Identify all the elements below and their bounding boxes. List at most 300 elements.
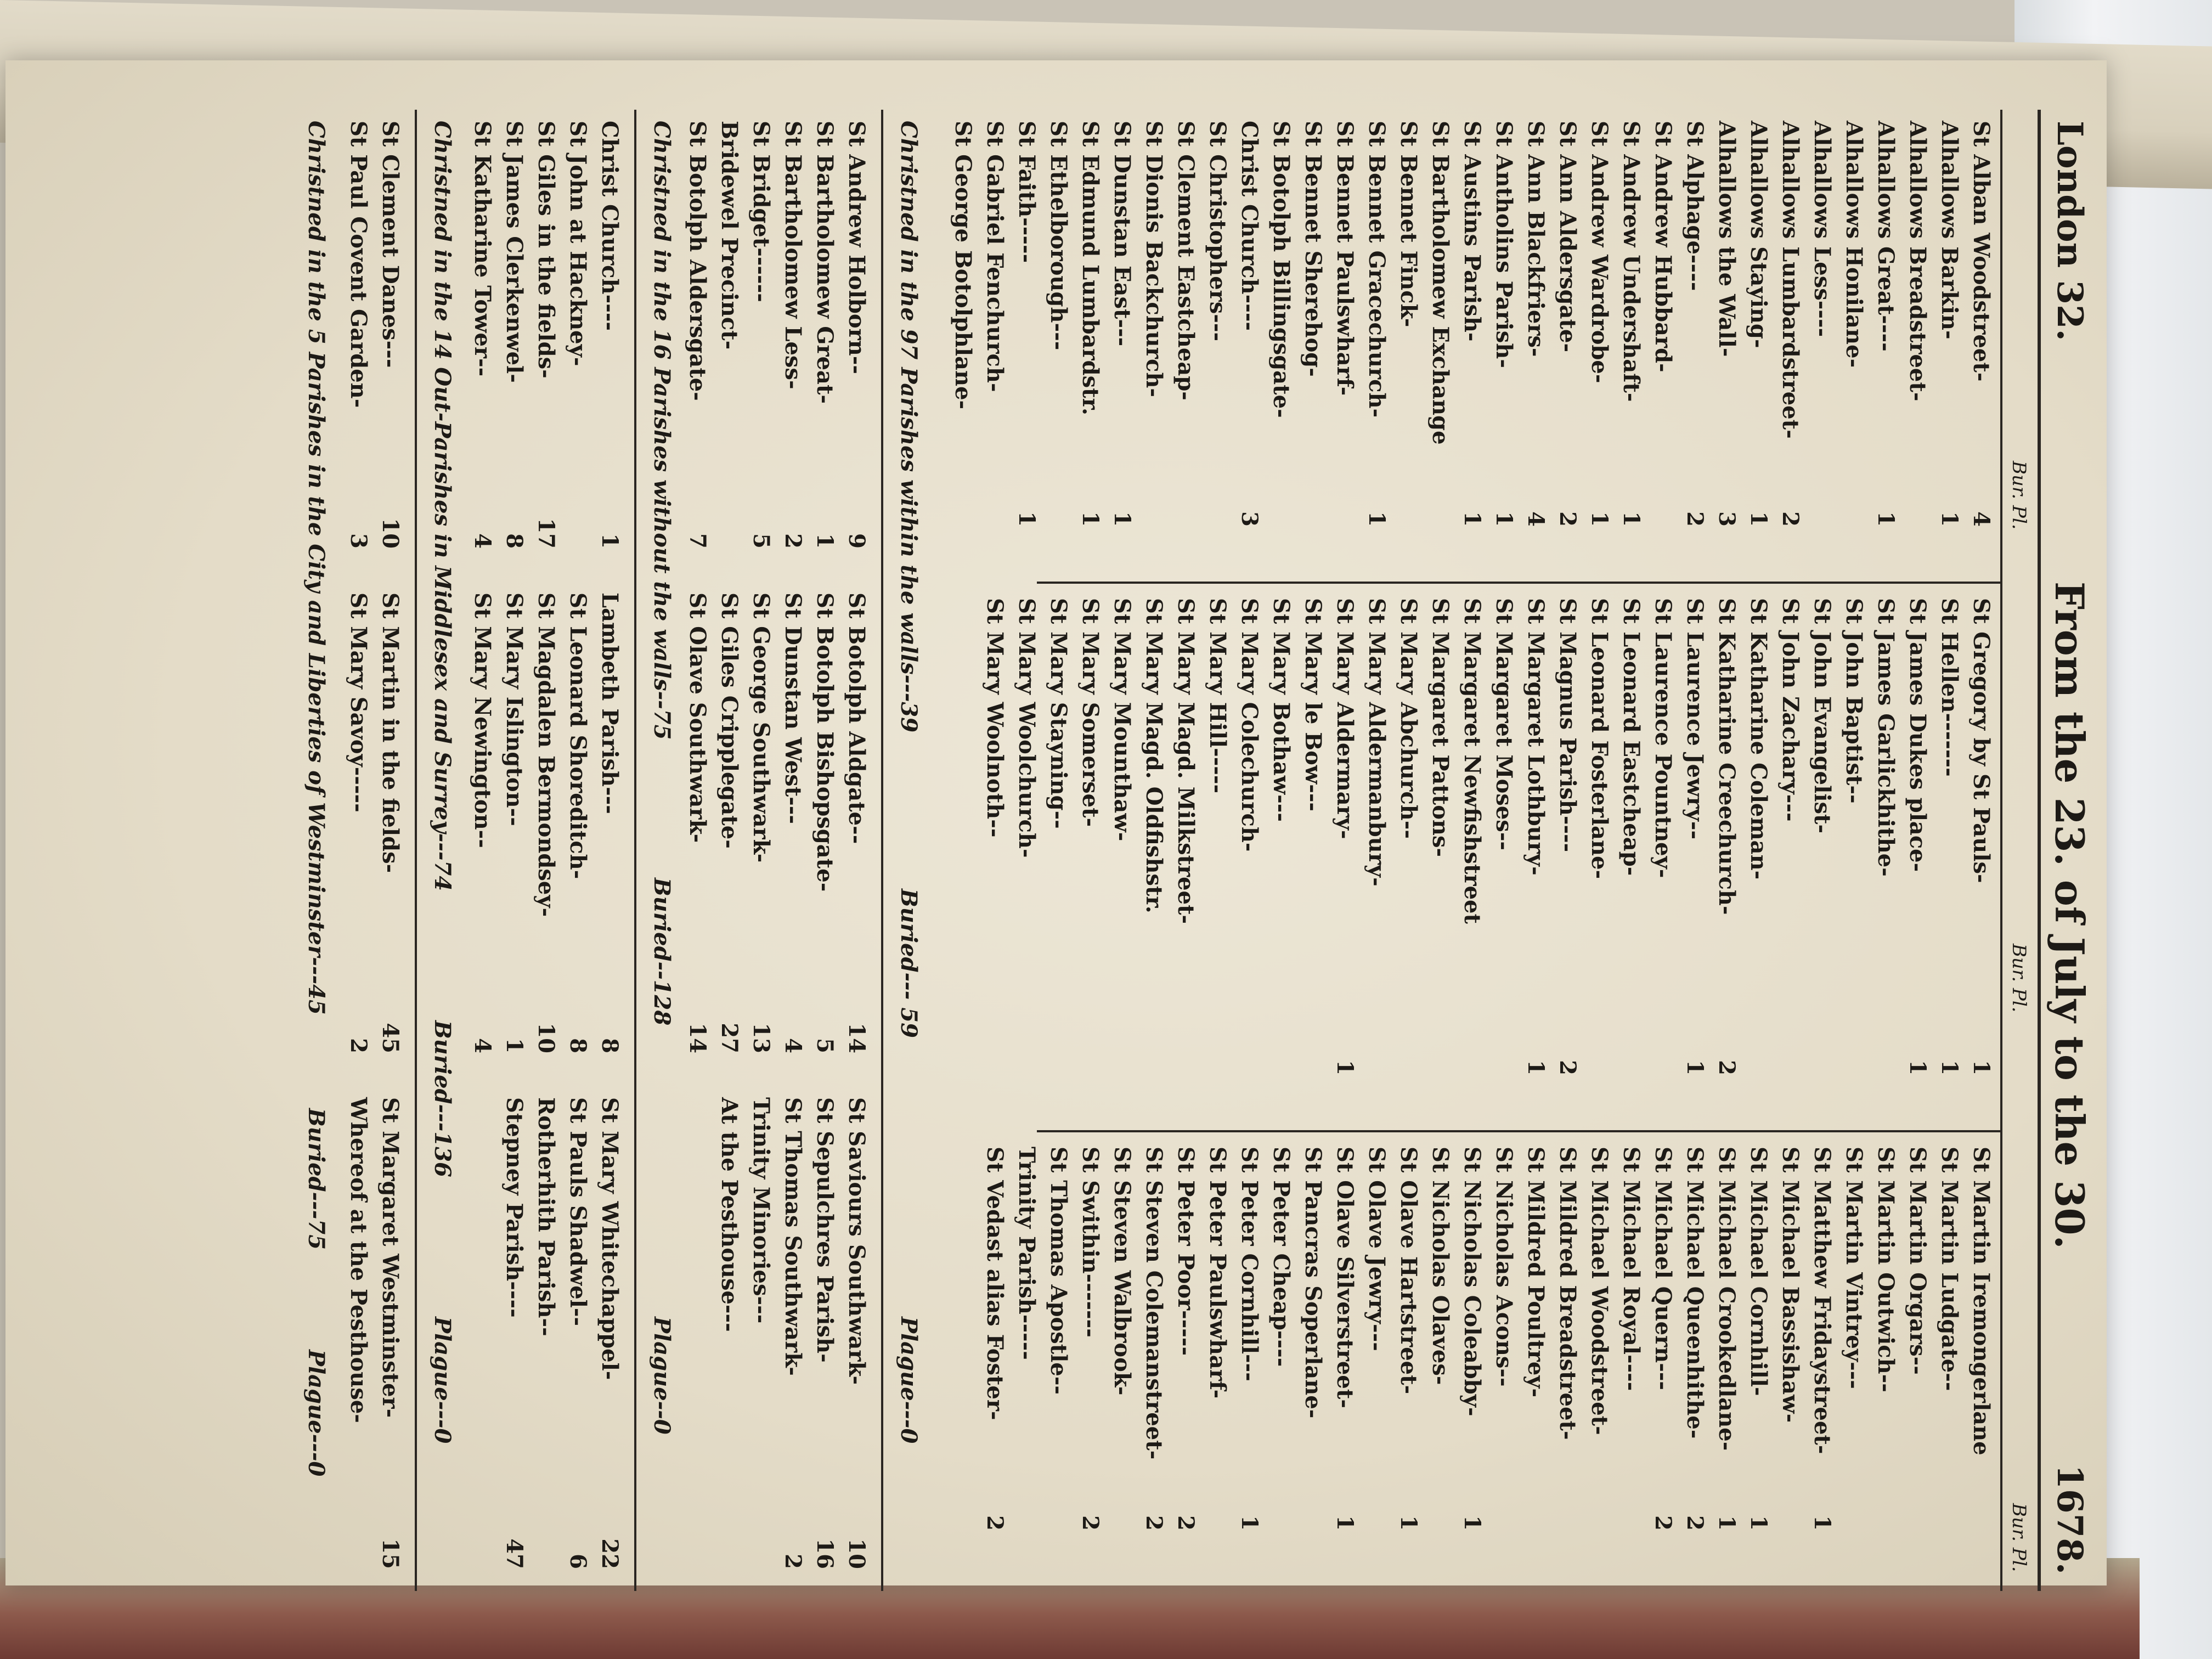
- christened-count: 47: [501, 1538, 527, 1569]
- buried-count: 2: [1682, 1515, 1708, 1531]
- parish-name: St Andrew Undershaft-: [1618, 121, 1644, 402]
- parish-name: St Mary Magd. Milkstreet-: [1173, 598, 1199, 924]
- parish-row: [1647, 1147, 1679, 1580]
- parish-name: St Mary Woolchurch-: [1014, 598, 1040, 858]
- parish-row: [1042, 121, 1074, 576]
- parish-name: St Alban Woodstreet-: [1968, 121, 1994, 382]
- parish-row: [713, 1097, 745, 1580]
- parish-name: St Andrew Wardrobe-: [1587, 121, 1612, 383]
- parish-name: St Margaret Pattons-: [1427, 598, 1453, 857]
- parish-name: St Mary Somerset-: [1077, 598, 1103, 827]
- parish-row: [1042, 598, 1074, 1125]
- parish-row: [713, 121, 745, 560]
- parish-row: [979, 121, 1011, 576]
- parish-name: St Margaret Moses--: [1491, 598, 1517, 851]
- christened-count: 17: [533, 518, 559, 549]
- outparishes-buried: Buried---136: [430, 1020, 455, 1177]
- parish-name: St Leonard Fosterlane-: [1587, 598, 1612, 879]
- christened-count: 27: [716, 1023, 742, 1053]
- parish-name: St Nicholas Coleabby-: [1459, 1147, 1485, 1417]
- parish-row: [1170, 121, 1201, 576]
- parish-row: [809, 1097, 840, 1580]
- parish-name: St Mary Aldermary-: [1332, 598, 1358, 839]
- parish-row: [1170, 598, 1201, 1125]
- parish-name: St Martin Outwich--: [1873, 1147, 1899, 1392]
- parish-name: St Bridget------: [748, 121, 774, 302]
- parish-row: [1551, 121, 1583, 576]
- christened-count: 15: [377, 1538, 403, 1569]
- parish-row: [1838, 598, 1870, 1125]
- parish-name: St Michael Cornhill-: [1746, 1147, 1771, 1396]
- parish-name: St Swithin-------: [1077, 1147, 1103, 1338]
- christened-count: 10: [533, 1023, 559, 1053]
- parish-row: [1838, 121, 1870, 576]
- parish-name: St Bennet Gracechurch-: [1364, 121, 1390, 418]
- outparishes-left: [466, 121, 625, 560]
- parish-name: St Thomas Southwark-: [780, 1097, 806, 1376]
- parish-name: St Katharine Creechurch-: [1714, 598, 1740, 915]
- parish-row: [1965, 598, 1997, 1125]
- parish-name: St Mary Woolnoth--: [982, 598, 1008, 838]
- buried-count: 1: [1587, 511, 1612, 527]
- christened-count: 2: [780, 533, 806, 549]
- parish-row: [498, 592, 530, 1064]
- parish-row: [777, 592, 809, 1064]
- parish-name: St Nicholas Acons--: [1491, 1147, 1517, 1387]
- parish-row: [840, 1097, 872, 1580]
- parish-name: St Mary Islington--: [501, 592, 527, 826]
- parish-name: Alhallows Great----: [1873, 121, 1899, 352]
- buried-count: 1: [1459, 511, 1485, 527]
- parish-row: [1392, 598, 1424, 1125]
- parish-name: Trinity Minories---: [748, 1097, 774, 1324]
- parish-row: [562, 592, 594, 1064]
- parish-row: [1138, 598, 1170, 1125]
- christened-count: 5: [748, 533, 774, 549]
- header-left: London 32.: [2049, 121, 2090, 341]
- parish-name: Lambeth Parish---: [597, 592, 623, 814]
- parish-name: Alhallows Staying-: [1746, 121, 1771, 348]
- parish-name: St Andrew Hubbard-: [1650, 121, 1676, 373]
- parish-row: [1806, 121, 1838, 576]
- summary-97-christened: Christned in the 97 Parishes within the walls---39: [896, 121, 922, 733]
- parish-row: [1361, 121, 1392, 576]
- parish-row: [1965, 121, 1997, 576]
- parish-row: [1297, 1147, 1329, 1580]
- parish-row: [840, 121, 872, 560]
- buried-count: 1: [1937, 1060, 1962, 1075]
- parish-row: [530, 1097, 562, 1580]
- summary-97-plague: Plague---0: [896, 1317, 922, 1444]
- parish-name: At the Pesthouse---: [716, 1097, 742, 1332]
- buried-count: 1: [1396, 1515, 1421, 1531]
- buried-count: 1: [1937, 511, 1962, 527]
- parish-row: [1265, 1147, 1297, 1580]
- parish-row: [979, 598, 1011, 1125]
- parish-row: [1901, 121, 1933, 576]
- outparishes-right: [498, 1097, 625, 1580]
- walls16-middle: [681, 592, 872, 1064]
- col1-header: Bur. Pl.: [2008, 461, 2030, 530]
- column-divider: [1037, 1130, 2002, 1132]
- parish-row: [1711, 1147, 1742, 1580]
- buried-count: 4: [1523, 511, 1549, 527]
- parish-row: [1965, 1147, 1997, 1580]
- parish-row: [1106, 598, 1138, 1125]
- christened-count: 22: [597, 1538, 623, 1569]
- parish-row: [1106, 1147, 1138, 1580]
- parish-row: [1520, 1147, 1551, 1580]
- parish-name: St Martin Vintrey---: [1841, 1147, 1867, 1389]
- parish-name: St Botolph Bishopsgate-: [812, 592, 838, 892]
- parish-name: St Margaret Lothbury-: [1523, 598, 1549, 876]
- parish-name: St Michael Woodstreet-: [1587, 1147, 1612, 1435]
- parish-row: [562, 1097, 594, 1580]
- parish-name: St John Baptist--: [1841, 598, 1867, 804]
- parish-name: St Mildred Breadstreet-: [1555, 1147, 1581, 1440]
- parish-row: [1424, 121, 1456, 576]
- parish-name: St Mary Hill-----: [1205, 598, 1231, 794]
- parish-name: St John Zachary---: [1778, 598, 1803, 822]
- christened-count: 3: [346, 533, 371, 549]
- westminster-christened: Christned in the 5 Parishes in the City and Liberties of Westminster---45: [303, 121, 329, 1015]
- parish-row: [594, 592, 625, 1064]
- parish-name: St John Evangelist-: [1809, 598, 1835, 834]
- parish-name: St Edmund Lumbardstr.: [1077, 121, 1103, 415]
- parish-name: St Ann Blackfriers-: [1523, 121, 1549, 357]
- parish-name: St Thomas Apostle--: [1046, 1147, 1071, 1395]
- parish-row: [1011, 121, 1042, 576]
- parish-row: [374, 592, 406, 1064]
- parish-row: [1679, 1147, 1711, 1580]
- outparishes-plague: Plague---0: [430, 1317, 455, 1444]
- buried-count: 1: [1746, 1515, 1771, 1531]
- westminster-left: [342, 121, 406, 560]
- parish-row: [1870, 1147, 1901, 1580]
- parish-name: St Steven Walbrook-: [1109, 1147, 1135, 1396]
- parish-row: [1297, 121, 1329, 576]
- buried-count: 1: [1873, 511, 1899, 527]
- parish-row: [594, 121, 625, 560]
- parish-row: [1456, 121, 1488, 576]
- parish-name: St Clement Danes---: [377, 121, 403, 368]
- parish-row: [1933, 1147, 1965, 1580]
- westminster-right: [342, 1097, 406, 1580]
- parish-name: Stepney Parish----: [501, 1097, 527, 1318]
- parish-name: Bridewel Precinct-: [716, 121, 742, 350]
- parish-row: [1456, 1147, 1488, 1580]
- parish-name: Alhallows Less----: [1809, 121, 1835, 337]
- parish-name: St Dunstan East---: [1109, 121, 1135, 347]
- parish-row: [498, 121, 530, 560]
- parish-row: [745, 592, 777, 1064]
- parish-name: St Botolph Aldersgate-: [685, 121, 710, 401]
- parish-row: [1233, 1147, 1265, 1580]
- parish-name: St Michael Bassishaw-: [1778, 1147, 1803, 1423]
- buried-count: 1: [1682, 1060, 1708, 1075]
- parish-name: St Dunstan West---: [780, 592, 806, 824]
- parish-row: [1265, 598, 1297, 1125]
- parish-row: [1870, 598, 1901, 1125]
- parish-name: St Leonard Shoreditch-: [565, 592, 591, 879]
- parish-row: [1838, 1147, 1870, 1580]
- header-title: From the 23. of July to the 30.: [2046, 582, 2093, 1249]
- parish-row: [1201, 1147, 1233, 1580]
- christened-count: 14: [685, 1023, 710, 1053]
- buried-count: 1: [1237, 1515, 1262, 1531]
- parish-name: St Margaret Newfishstreet: [1459, 598, 1485, 924]
- printed-sheet: [154, 110, 2107, 1591]
- parish-row: [1551, 598, 1583, 1125]
- christened-count: 8: [565, 1038, 591, 1053]
- parish-name: St Andrew Holborn--: [844, 121, 870, 374]
- parish-name: St Pauls Shadwel--: [565, 1097, 591, 1327]
- buried-count: 2: [1077, 1515, 1103, 1531]
- parish-row: [1551, 1147, 1583, 1580]
- parish-row: [1520, 121, 1551, 576]
- parish-row: [466, 121, 498, 560]
- westminster-plague: Plague---0: [303, 1350, 329, 1477]
- parish-name: Christ Church----: [1237, 121, 1262, 331]
- parish-row: [1679, 598, 1711, 1125]
- parish-row: [1074, 121, 1106, 576]
- parish-row: [681, 121, 713, 560]
- walls16-right: [713, 1097, 872, 1580]
- col2-header: Bur. Pl.: [2008, 944, 2030, 1013]
- parish-name: St Olave Jewry---: [1364, 1147, 1390, 1351]
- walls16-buried: Buried--128: [649, 878, 675, 1026]
- parish-name: St Bennet Sherehog-: [1300, 121, 1326, 377]
- christened-count: 10: [377, 518, 403, 549]
- buried-count: 4: [1968, 511, 1994, 527]
- parish-name: St Peter Cheap----: [1268, 1147, 1294, 1367]
- parish-column-1: [947, 121, 1997, 576]
- parish-row: [1201, 121, 1233, 576]
- parish-row: [1647, 121, 1679, 576]
- parish-row: [1329, 598, 1361, 1125]
- parish-name: St Antholins Parish-: [1491, 121, 1517, 368]
- parish-row: [1774, 598, 1806, 1125]
- parish-name: St Christophers---: [1205, 121, 1231, 342]
- parish-name: St Michael Royal----: [1618, 1147, 1644, 1391]
- parish-row: [1074, 1147, 1106, 1580]
- buried-count: 1: [1364, 511, 1390, 527]
- parish-name: St Bennet Paulswharf-: [1332, 121, 1358, 396]
- parish-name: St Bennet Finck-: [1396, 121, 1421, 328]
- walls16-plague: Plague--0: [649, 1317, 675, 1435]
- parish-row: [1742, 1147, 1774, 1580]
- parish-row: [1711, 121, 1742, 576]
- christened-count: 6: [565, 1554, 591, 1569]
- buried-count: 1: [1968, 1060, 1994, 1075]
- parish-row: [745, 121, 777, 560]
- parish-name: St Mary Mounthaw-: [1109, 598, 1135, 842]
- parish-row: [1297, 598, 1329, 1125]
- christened-count: 9: [844, 533, 870, 549]
- parish-name: St Botolph Aldgate--: [844, 592, 870, 844]
- parish-row: [1392, 121, 1424, 576]
- parish-row: [1265, 121, 1297, 576]
- parish-row: [1074, 598, 1106, 1125]
- parish-name: St Mary Savoy-----: [346, 592, 371, 812]
- parish-row: [1583, 1147, 1615, 1580]
- outparishes-middle: [466, 592, 625, 1064]
- parish-row: [1774, 121, 1806, 576]
- parish-name: Alhallows Barkin-: [1937, 121, 1962, 340]
- christened-count: 14: [844, 1023, 870, 1053]
- christened-count: 7: [685, 533, 710, 549]
- parish-name: St Nicholas Olaves-: [1427, 1147, 1453, 1385]
- rule: [2000, 110, 2002, 1591]
- col3-header: Bur. Pl.: [2008, 1503, 2030, 1572]
- parish-name: St Michael Queenhithe-: [1682, 1147, 1708, 1439]
- buried-count: 1: [1746, 511, 1771, 527]
- parish-name: St Steven Colemanstreet-: [1141, 1147, 1167, 1460]
- christened-count: 2: [780, 1554, 806, 1569]
- parish-name: Alhallows the Wall-: [1714, 121, 1740, 357]
- parish-name: St James Garlickhithe-: [1873, 598, 1899, 877]
- buried-count: 2: [982, 1515, 1008, 1531]
- parish-name: St Mary Abchurch--: [1396, 598, 1421, 839]
- parish-name: St Laurence Pountney-: [1650, 598, 1676, 878]
- rule: [881, 110, 883, 1591]
- christened-count: 45: [377, 1023, 403, 1053]
- parish-name: St Sepulchres Parish-: [812, 1097, 838, 1363]
- christened-count: 10: [844, 1538, 870, 1569]
- buried-count: 2: [1141, 1515, 1167, 1531]
- parish-name: St Bartholomew Great-: [812, 121, 838, 404]
- buried-count: 2: [1555, 1060, 1581, 1075]
- parish-row: [1711, 598, 1742, 1125]
- christened-count: 13: [748, 1023, 774, 1053]
- parish-name: St Vedast alias Foster-: [982, 1147, 1008, 1420]
- parish-name: St Olave Southwark-: [685, 592, 710, 843]
- parish-name: Rotherhith Parish--: [533, 1097, 559, 1336]
- parish-row: [1583, 598, 1615, 1125]
- parish-row: [1583, 121, 1615, 576]
- buried-count: 2: [1555, 511, 1581, 527]
- parish-row: [1170, 1147, 1201, 1580]
- parish-row: [1679, 121, 1711, 576]
- parish-name: St Matthew Fridaystreet-: [1809, 1147, 1835, 1454]
- parish-row: [713, 592, 745, 1064]
- parish-name: St George Botolphlane-: [950, 121, 976, 410]
- parish-name: Alhallows Honilane-: [1841, 121, 1867, 368]
- parish-row: [777, 121, 809, 560]
- parish-name: St Mary Stayning--: [1046, 598, 1071, 829]
- parish-column-3: [979, 1147, 1997, 1580]
- parish-name: St Peter Cornhill---: [1237, 1147, 1262, 1381]
- parish-row: [809, 592, 840, 1064]
- buried-count: 1: [1332, 1515, 1358, 1531]
- parish-name: St Paul Covent Garden-: [346, 121, 371, 408]
- parish-row: [979, 1147, 1011, 1580]
- buried-count: 1: [1491, 511, 1517, 527]
- parish-name: St Saviours Southwark-: [844, 1097, 870, 1385]
- parish-row: [1329, 1147, 1361, 1580]
- parish-row: [1361, 598, 1392, 1125]
- parish-row: [1933, 598, 1965, 1125]
- buried-count: 1: [1618, 511, 1644, 527]
- buried-count: 1: [1014, 511, 1040, 527]
- parish-name: St Michael Quern---: [1650, 1147, 1676, 1391]
- parish-row: [1806, 1147, 1838, 1580]
- parish-name: St Bartholomew Less-: [780, 121, 806, 390]
- parish-row: [1901, 1147, 1933, 1580]
- westminster-buried: Buried---75: [303, 1108, 329, 1250]
- parish-row: [1424, 1147, 1456, 1580]
- christened-count: 4: [470, 1038, 495, 1053]
- parish-row: [1774, 1147, 1806, 1580]
- parish-row: [1870, 121, 1901, 576]
- parish-row: [1392, 1147, 1424, 1580]
- parish-name: St John at Hackney-: [565, 121, 591, 366]
- parish-name: St Mary Newington--: [470, 592, 495, 848]
- parish-row: [562, 121, 594, 560]
- christened-count: 8: [501, 533, 527, 549]
- parish-name: St Botolph Billingsgate-: [1268, 121, 1294, 418]
- parish-name: St Magdalen Bermondsey-: [533, 592, 559, 917]
- parish-name: St Hellen-------: [1937, 598, 1962, 777]
- parish-row: [1456, 598, 1488, 1125]
- parish-name: St Michael Crookedlane-: [1714, 1147, 1740, 1451]
- parish-row: [1615, 598, 1647, 1125]
- buried-count: 2: [1650, 1515, 1676, 1531]
- buried-count: 1: [1077, 511, 1103, 527]
- parish-name: St Gabriel Fenchurch-: [982, 121, 1008, 392]
- column-divider: [1037, 582, 2002, 584]
- parish-row: [1424, 598, 1456, 1125]
- westminster-middle: [342, 592, 406, 1064]
- parish-row: [1233, 121, 1265, 576]
- parish-row: [1233, 598, 1265, 1125]
- parish-row: [530, 592, 562, 1064]
- parish-name: St Giles in the fields-: [533, 121, 559, 379]
- parish-name: St Katharine Tower--: [470, 121, 495, 377]
- buried-count: 1: [1809, 1515, 1835, 1531]
- parish-name: St Olave Silverstreet-: [1332, 1147, 1358, 1408]
- christened-count: 4: [470, 533, 495, 549]
- parish-row: [1138, 1147, 1170, 1580]
- parish-row: [1042, 1147, 1074, 1580]
- parish-name: St Martin Iremongerlane: [1968, 1147, 1994, 1455]
- parish-row: [1520, 598, 1551, 1125]
- parish-name: St Faith-----: [1014, 121, 1040, 263]
- christened-count: 2: [346, 1038, 371, 1053]
- buried-count: 2: [1682, 511, 1708, 527]
- parish-row: [342, 1097, 374, 1580]
- buried-count: 1: [1714, 1515, 1740, 1531]
- parish-name: St Mildred Poultrey-: [1523, 1147, 1549, 1398]
- parish-name: St Austins Parish-: [1459, 121, 1485, 342]
- buried-count: 1: [1459, 1515, 1485, 1531]
- parish-row: [745, 1097, 777, 1580]
- parish-name: St Olave Hartstreet-: [1396, 1147, 1421, 1395]
- parish-name: St Pancras Soperlane-: [1300, 1147, 1326, 1419]
- buried-count: 2: [1173, 1515, 1199, 1531]
- outparishes-christened: Christned in the 14 Out-Parishes in Middlesex and Surrey---74: [430, 121, 455, 891]
- parish-row: [777, 1097, 809, 1580]
- buried-count: 3: [1237, 511, 1262, 527]
- parish-name: St Alphage----: [1682, 121, 1708, 291]
- christened-count: 16: [812, 1538, 838, 1569]
- parish-row: [1011, 598, 1042, 1125]
- parish-name: St Bartholomew Exchange: [1427, 121, 1453, 445]
- parish-name: St Magnus Parish----: [1555, 598, 1581, 853]
- parish-row: [1329, 121, 1361, 576]
- page-header: [2038, 110, 2107, 1591]
- parish-row: [466, 592, 498, 1064]
